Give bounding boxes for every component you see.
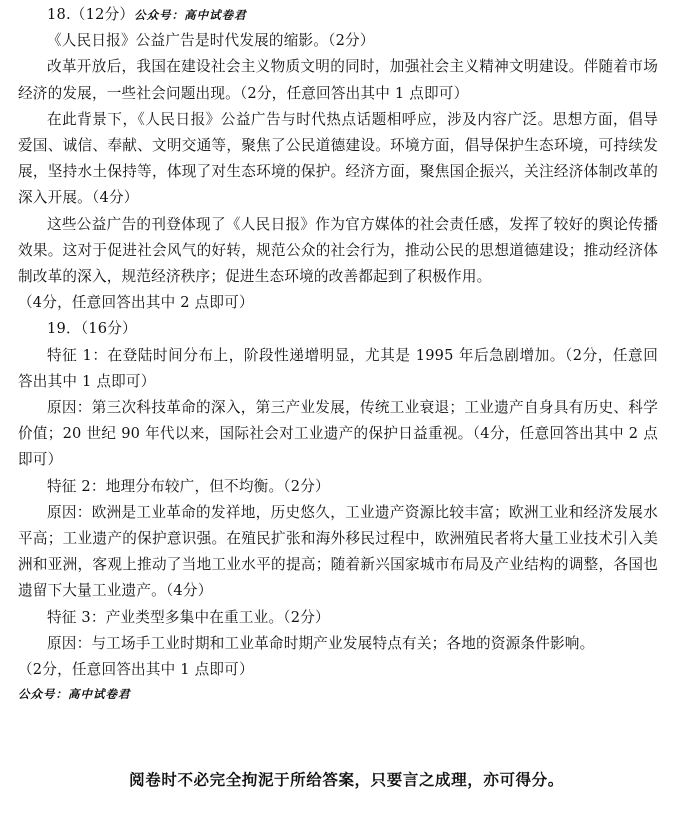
q19-feature-1: 特征 1：在登陆时间分布上，阶段性递增明显，尤其是 1995 年后急剧增加。（2分，任意回答出其中 1 点即可） [18, 346, 658, 390]
q19-reason-2: 原因：欧洲是工业革命的发祥地，历史悠久，工业遗产资源比较丰富；欧洲工业和经济发展水平高；工业遗产的保护意识强。在殖民扩张和海外移民过程中，欧洲殖民者将大量工业技术引入美洲和亚洲，客观上推动了当地工业水平的提高；随着新兴国家城市布局及产业结构的调整，各国也遗留下大量工业遗产。（4分） [18, 503, 658, 600]
q19-heading: 19．（16分） [47, 320, 137, 338]
q18-paragraph-3: 在此背景下，《人民日报》公益广告与时代热点话题相呼应，涉及内容广泛。思想方面，倡导爱国、诚信、奉献、文明交通等，聚焦了公民道德建设。环境方面，倡导保护生态环境，可持续发展，坚持水土保持等，体现了对生态环境的保护。经济方面，聚焦国企振兴，关注经济体制改革的深入开展。（4分） [18, 110, 658, 207]
q18-score-note: （4分，任意回答出其中 2 点即可） [18, 294, 254, 312]
q19-feature-2: 特征 2：地理分布较广，但不均衡。（2分） [47, 477, 330, 495]
q18-brand-mark: 公众号：高中试卷君 [134, 8, 247, 22]
q19-reason-3: 原因：与工场手工业时期和工业革命时期产业发展特点有关；各地的资源条件影响。 [47, 634, 595, 652]
q18-paragraph-1: 《人民日报》公益广告是时代发展的缩影。（2分） [47, 32, 375, 50]
footer-brand-mark: 公众号：高中试卷君 [18, 687, 131, 702]
q19-score-note: （2分，任意回答出其中 1 点即可） [18, 661, 254, 679]
q19-reason-1: 原因：第三次科技革命的深入，第三产业发展，传统工业衰退；工业遗产自身具有历史、科学价值；20 世纪 90 年代以来，国际社会对工业遗产的保护日益重视。（4分，任意回答出其中 2 点即可） [18, 399, 658, 469]
q18-heading-line [18, 2, 658, 28]
answer-content [18, 2, 658, 705]
q18-paragraph-2: 改革开放后，我国在建设社会主义物质文明的同时，加强社会主义精神文明建设。伴随着市场经济的发展，一些社会问题出现。（2分，任意回答出其中 1 点即可） [18, 58, 658, 102]
q18-heading: 18.（12分） [47, 6, 135, 23]
grading-closing-note: 阅卷时不必完全拘泥于所给答案，只要言之成理，亦可得分。 [129, 771, 564, 789]
q19-feature-3: 特征 3：产业类型多集中在重工业。（2分） [47, 608, 330, 626]
q18-paragraph-4: 这些公益广告的刊登体现了《人民日报》作为官方媒体的社会责任感，发挥了较好的舆论传播效果。这对于促进社会风气的好转，规范公众的社会行为，推动公民的思想道德建设；推动经济体制改革的深入，规范经济秩序；促进生态环境的改善都起到了积极作用。 [18, 215, 658, 286]
